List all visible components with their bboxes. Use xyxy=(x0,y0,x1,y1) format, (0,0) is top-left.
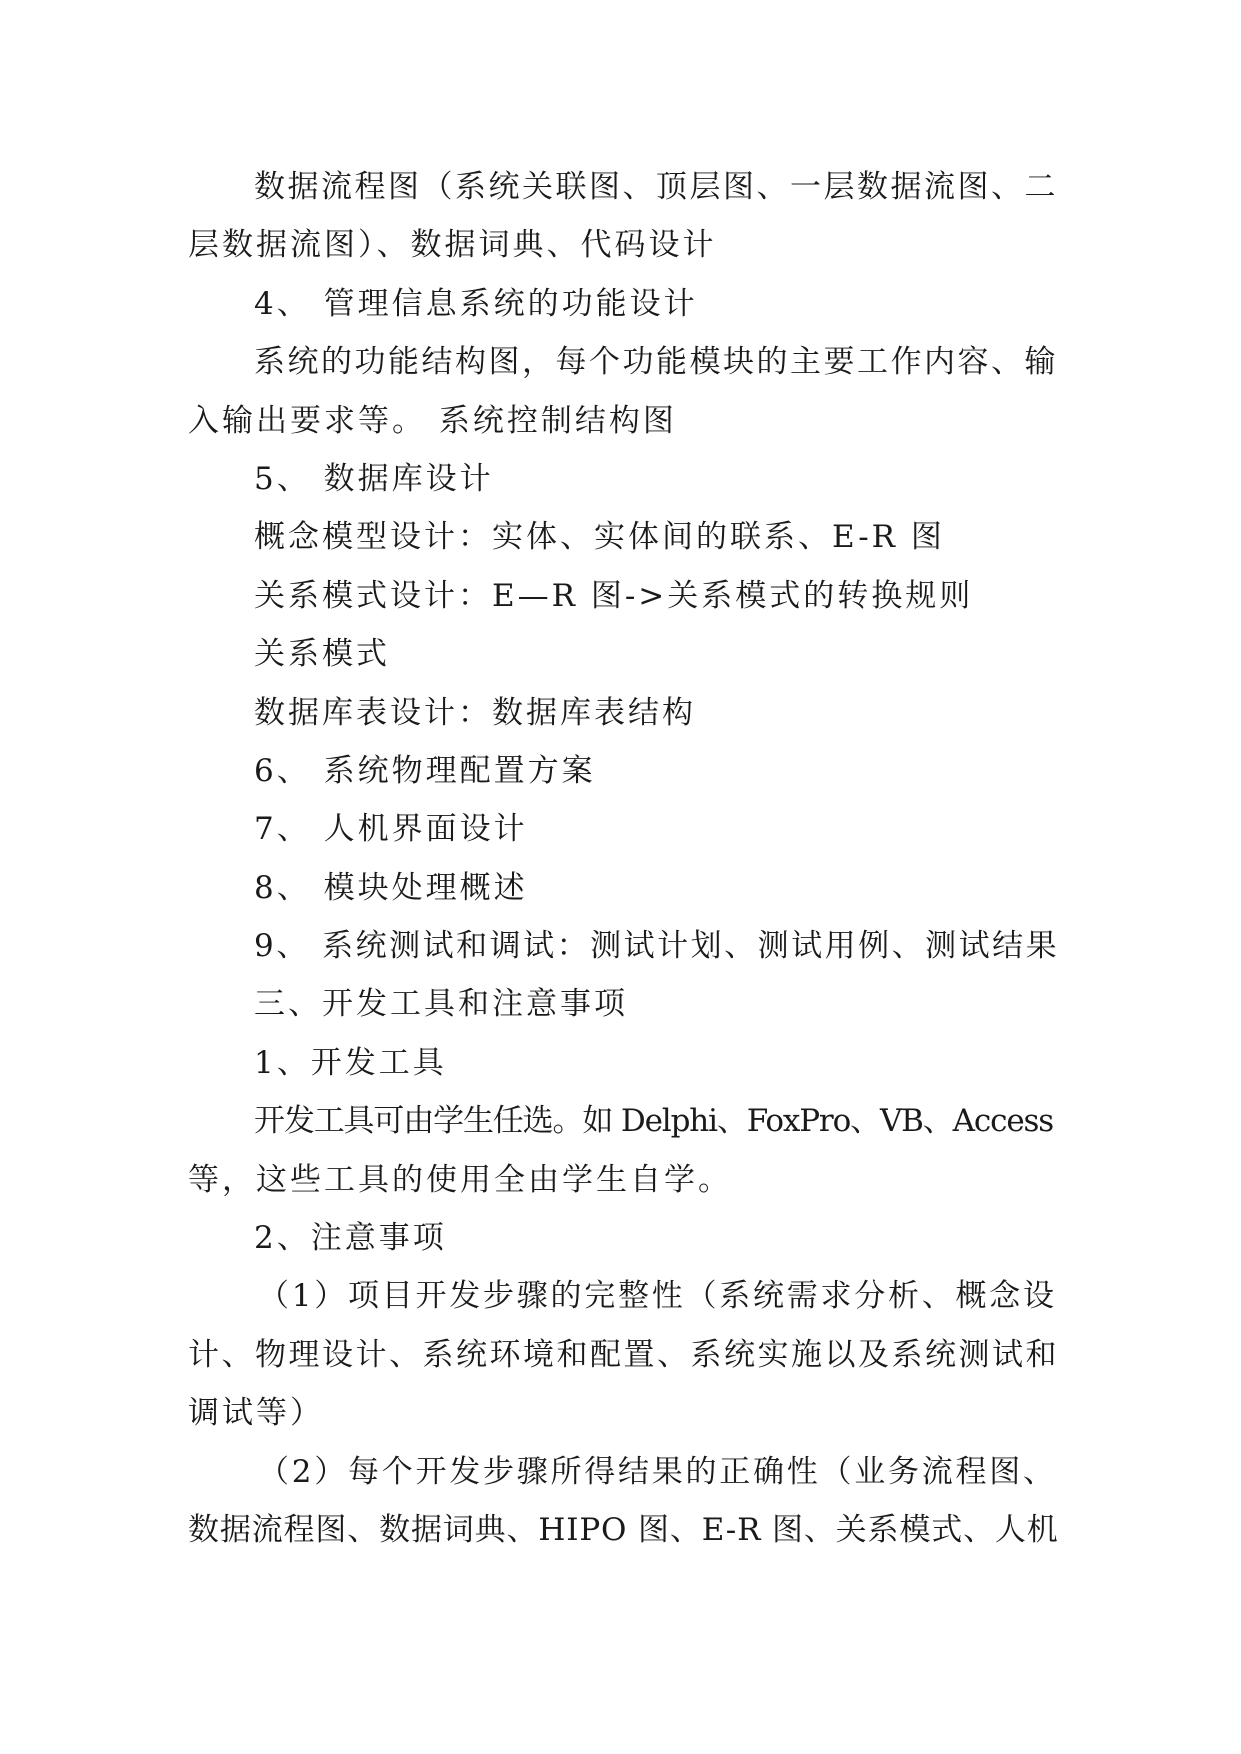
paragraph-line: 数据流程图（系统关联图、顶层图、一层数据流图、二 xyxy=(254,169,1058,205)
section-heading: 8、 模块处理概述 xyxy=(254,869,528,906)
section-heading: 5、 数据库设计 xyxy=(254,460,494,497)
paragraph-line: 关系模式 xyxy=(254,636,390,673)
section-heading: 4、 管理信息系统的功能设计 xyxy=(254,285,698,322)
section-heading: 9、 系统测试和调试：测试计划、测试用例、测试结果 xyxy=(254,928,1060,965)
paragraph-line: 层数据流图）、数据词典、代码设计 xyxy=(188,227,717,264)
paragraph-line: 等，这些工具的使用全由学生自学。 xyxy=(188,1161,732,1198)
paragraph-line: 调试等） xyxy=(188,1395,324,1432)
section-heading: 2、注意事项 xyxy=(254,1220,447,1257)
paragraph-line: （1）项目开发步骤的完整性（系统需求分析、概念设 xyxy=(258,1278,1057,1315)
section-heading: 6、 系统物理配置方案 xyxy=(254,752,596,789)
paragraph-line: （2）每个开发步骤所得结果的正确性（业务流程图、 xyxy=(258,1453,1057,1490)
section-heading: 1、开发工具 xyxy=(254,1044,447,1081)
chapter-heading: 三、开发工具和注意事项 xyxy=(254,986,628,1023)
paragraph-line: 概念模型设计：实体、实体间的联系、E-R 图 xyxy=(254,519,945,556)
paragraph-line: 入输出要求等。 系统控制结构图 xyxy=(188,402,677,439)
paragraph-line: 计、物理设计、系统环境和配置、系统实施以及系统测试和 xyxy=(188,1336,1059,1373)
document-body xyxy=(188,158,1060,1559)
section-heading: 7、 人机界面设计 xyxy=(254,811,528,848)
paragraph-line: 开发工具可由学生任选。如 Delphi、FoxPro、VB、Access xyxy=(254,1103,1054,1140)
paragraph-line: 关系模式设计：E—R 图->关系模式的转换规则 xyxy=(254,577,974,614)
paragraph-line: 系统的功能结构图，每个功能模块的主要工作内容、输 xyxy=(254,344,1058,381)
paragraph-line: 数据流程图、数据词典、HIPO 图、E-R 图、关系模式、人机 xyxy=(188,1511,1059,1548)
paragraph-line: 数据库表设计：数据库表结构 xyxy=(254,694,696,731)
